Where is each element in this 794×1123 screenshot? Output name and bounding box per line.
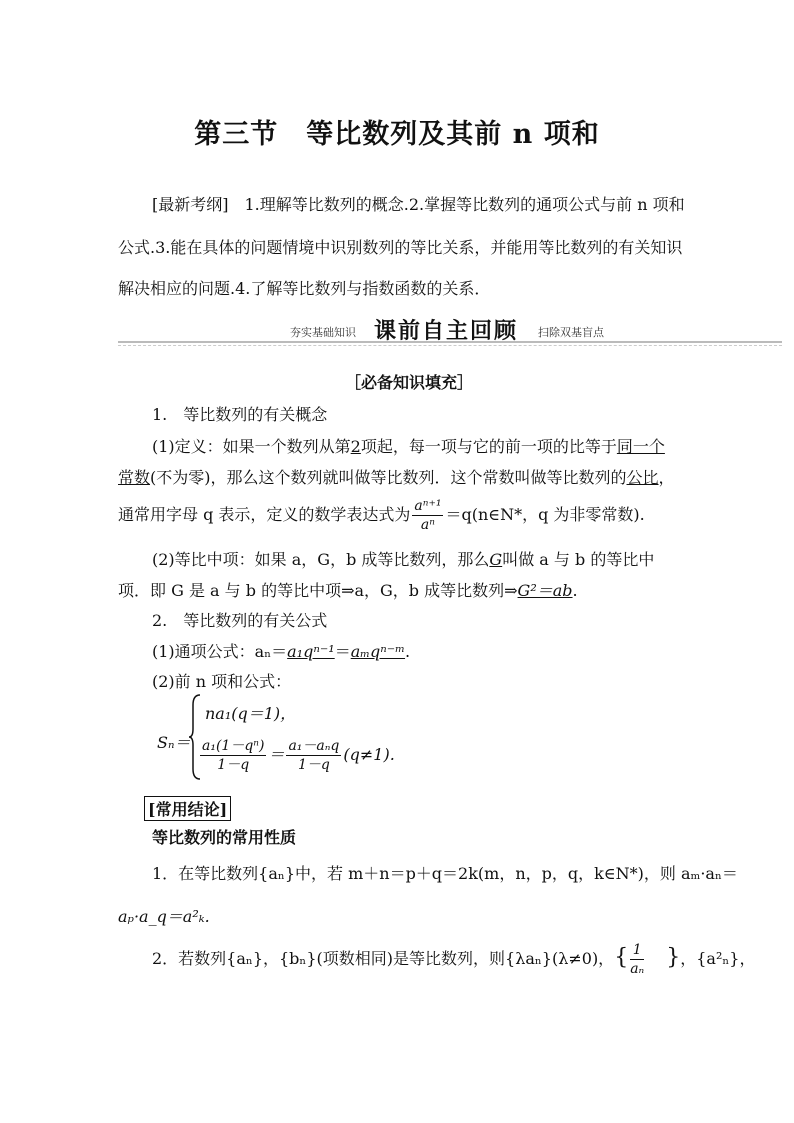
geometric-mean-blank: G — [489, 550, 503, 569]
section-2-title: 2. 等比数列的有关公式 — [152, 611, 328, 630]
general-term-blank-1: a₁qⁿ⁻¹ — [287, 642, 335, 661]
expression-suffix: ＝q(n∈N*，q 为非零常数). — [445, 505, 645, 524]
knowledge-header: ［必备知识填充］ — [345, 373, 474, 392]
sum-lhs: Sₙ＝ — [157, 733, 191, 752]
outline-line-3: 解决相应的问题.4.了解等比数列与指数函数的关系． — [118, 279, 491, 298]
sum-condition: (q≠1). — [343, 745, 395, 764]
geometric-mean-text: 项．即 G 是 a 与 b 的等比中项⇒a，G，b 成等比数列⇒ — [118, 581, 518, 600]
outline-line-1: [最新考纲] 1.理解等比数列的概念.2.掌握等比数列的通项公式与前 n 项和 — [152, 195, 685, 214]
property-2-line — [152, 936, 755, 980]
property-1-line-1: 1．在等比数列{aₙ}中，若 m＋n＝p＋q＝2k(m，n，p，q，k∈N*)，则 aₘ·aₙ＝ — [152, 864, 738, 883]
sum-case-1: na₁(q＝1)， — [205, 704, 297, 723]
geometric-mean-text: 叫做 a 与 b 的等比中 — [502, 550, 655, 569]
conclusions-tag: [常用结论] — [144, 796, 231, 821]
sum-fraction-1 — [200, 737, 266, 774]
definition-blank-ratio: 公比 — [626, 468, 659, 487]
definition-blank-constant: 常数 — [118, 468, 151, 487]
general-term-text: . — [405, 642, 411, 661]
sum-fraction-1-numerator: a₁(1－qⁿ) — [202, 738, 265, 754]
property-2-text: ，{a²ₙ}， — [680, 949, 756, 968]
outline-line-2: 公式.3.能在具体的问题情境中识别数列的等比关系，并能用等比数列的有关知识 — [118, 238, 683, 257]
definition-line-1 — [152, 434, 665, 457]
property-1-line-2: aₚ·a_q＝a²ₖ. — [118, 907, 210, 926]
sum-fraction-1-denominator: 1－q — [217, 757, 250, 773]
definition-blank-same: 同一个 — [616, 437, 665, 456]
page-title: 第三节 等比数列及其前 n 项和 — [194, 119, 600, 150]
brace-open: { — [614, 945, 629, 970]
sum-fraction-2-denominator: 1－q — [297, 757, 330, 773]
sum-formula-title: (2)前 n 项和公式： — [152, 672, 292, 691]
definition-text: ， — [658, 468, 675, 487]
ratio-fraction — [412, 497, 443, 534]
brace-close: } — [666, 945, 681, 970]
general-term-text: ＝ — [334, 642, 351, 661]
definition-line-2 — [118, 465, 675, 488]
section-1-title: 1. 等比数列的有关概念 — [152, 405, 328, 424]
banner-left: 夯实基础知识 — [290, 326, 356, 339]
banner-rule-top — [118, 341, 782, 343]
definition-blank-2: 2 — [350, 437, 361, 456]
general-term-text: (1)通项公式：aₙ＝ — [152, 642, 288, 661]
geometric-mean-line-2 — [118, 578, 578, 601]
geometric-mean-line-1 — [152, 547, 654, 570]
sum-equals: ＝ — [268, 745, 285, 764]
geometric-mean-formula-blank: G²＝ab — [517, 581, 573, 600]
banner-center: 课前自主回顾 — [374, 318, 519, 344]
ratio-denominator: aⁿ — [420, 517, 435, 533]
definition-text: 项起，每一项与它的前一项的比等于 — [360, 437, 617, 456]
general-term-blank-2: aₘqⁿ⁻ᵐ — [350, 642, 406, 661]
geometric-mean-text: (2)等比中项：如果 a，G，b 成等比数列，那么 — [152, 550, 490, 569]
definition-text: (不为零)，那么这个数列就叫做等比数列．这个常数叫做等比数列的 — [150, 468, 627, 487]
general-term-line — [152, 639, 410, 662]
banner-rule-bottom — [118, 345, 782, 346]
property-2-text: 2．若数列{aₙ}，{bₙ}(项数相同)是等比数列，则{λaₙ}(λ≠0)， — [152, 949, 615, 968]
geometric-mean-text: . — [572, 581, 578, 600]
definition-expression-line — [118, 494, 645, 536]
sum-case-2 — [198, 734, 395, 776]
conclusions-subtitle: 等比数列的常用性质 — [152, 828, 297, 847]
ratio-numerator: aⁿ⁺¹ — [414, 498, 442, 514]
banner-right: 扫除双基盲点 — [538, 326, 604, 339]
sum-fraction-2 — [286, 737, 341, 774]
definition-text: (1)定义：如果一个数列从第 — [152, 437, 351, 456]
reciprocal-denominator: aₙ — [630, 961, 645, 977]
sum-fraction-2-numerator: a₁－aₙq — [288, 738, 340, 754]
reciprocal-fraction — [630, 941, 644, 978]
expression-prefix: 通常用字母 q 表示，定义的数学表达式为 — [118, 505, 411, 524]
reciprocal-numerator: 1 — [630, 941, 644, 960]
